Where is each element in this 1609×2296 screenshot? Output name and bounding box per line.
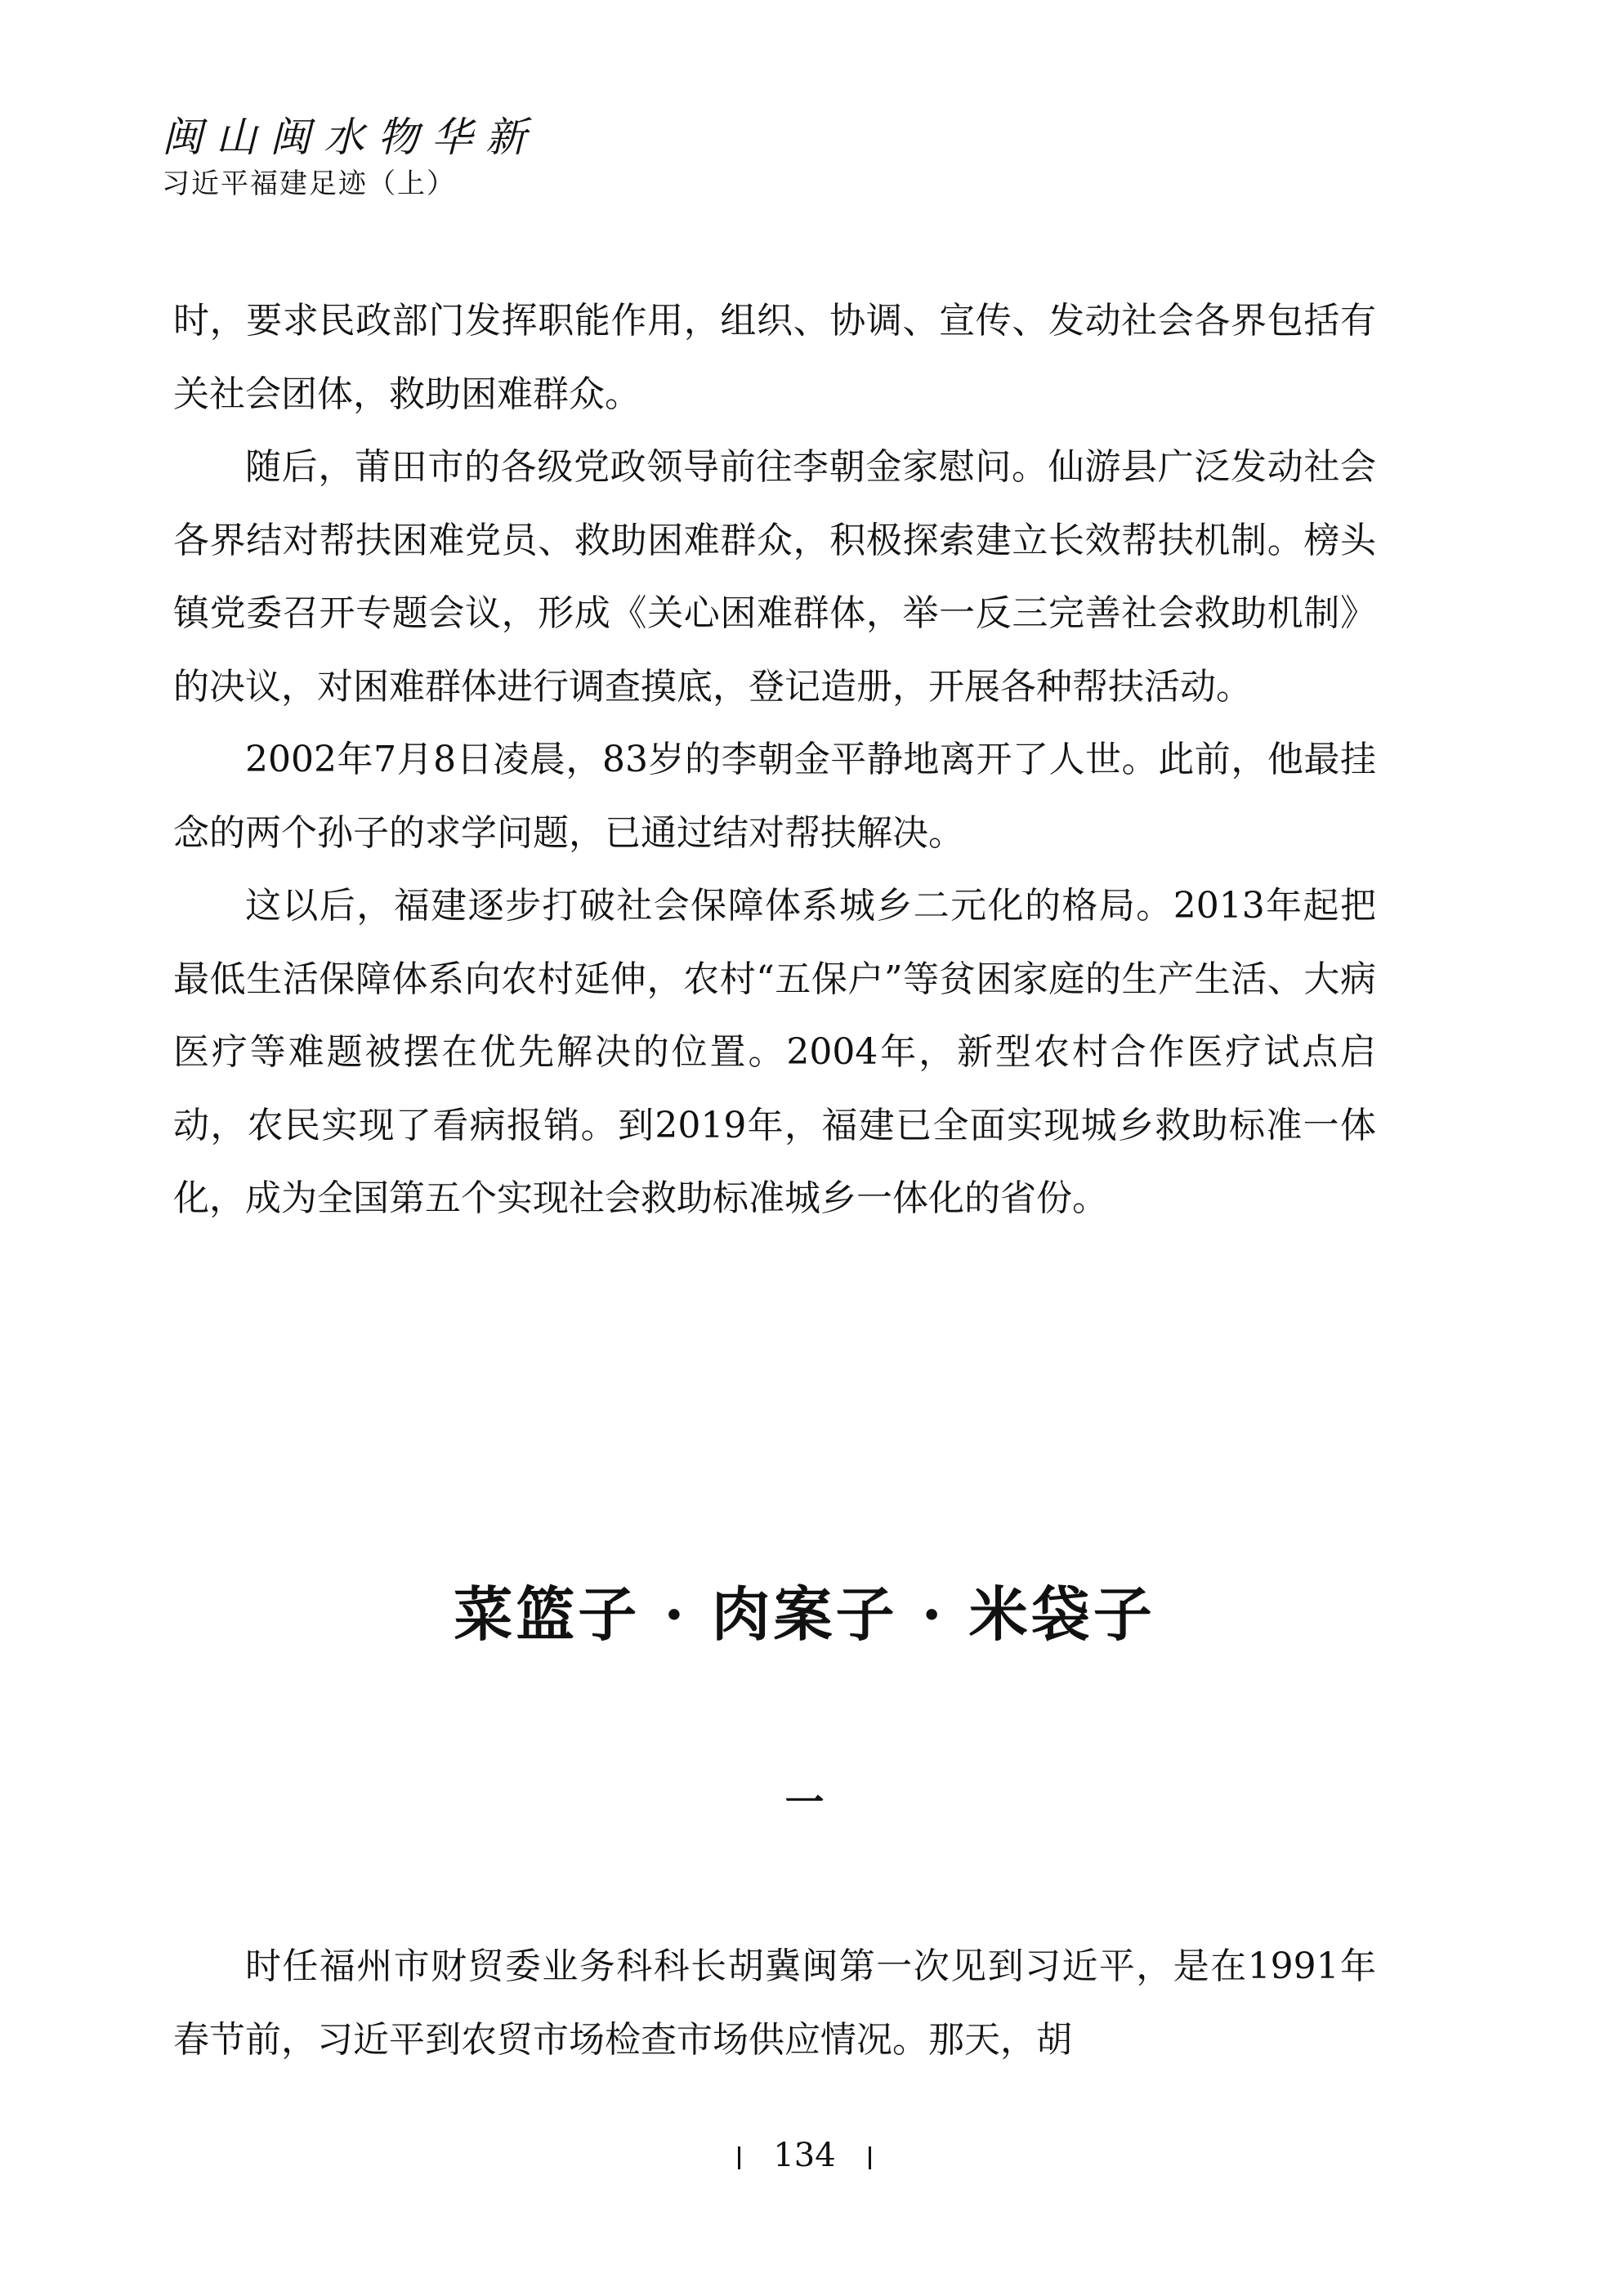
folio-right-bar [869, 2146, 871, 2169]
section-title: 菜篮子 · 肉案子 · 米袋子 [454, 1579, 1155, 1649]
paragraph: 时任福州市财贸委业务科科长胡冀闽第一次见到习近平，是在1991年春节前，习近平到农贸市场检查市场供应情况。那天，胡 [173, 1945, 1376, 2061]
paragraph: 2002年7月8日凌晨，83岁的李朝金平静地离开了人世。此前，他最挂念的两个孙子的求学问题，已通过结对帮扶解决。 [173, 739, 1376, 854]
section-number: 一 [784, 1780, 825, 1825]
paragraph-continuation: 时，要求民政部门发挥职能作用，组织、协调、宣传、发动社会各界包括有关社会团体，救助困难群众。 [173, 300, 1376, 415]
page-number: 134 [773, 2137, 836, 2174]
series-subtitle: 习近平福建足迹（上） [162, 168, 456, 200]
body-text-top [173, 284, 1376, 1235]
body-text-bottom [173, 1930, 1376, 2076]
paragraph: 这以后，福建逐步打破社会保障体系城乡二元化的格局。2013年起把最低生活保障体系向农村延伸，农村“五保户”等贫困家庭的生产生活、大病医疗等难题被摆在优先解决的位置。2004年，新型农村合作医疗试点启动，农民实现了看病报销。到2019年，福建已全面实现城乡救助标准一体化，成为全国第五个实现社会救助标准城乡一体化的省份。 [173, 885, 1376, 1219]
running-header [162, 111, 652, 203]
page-footer [0, 2134, 1609, 2177]
paragraph: 随后，莆田市的各级党政领导前往李朝金家慰问。仙游县广泛发动社会各界结对帮扶困难党员、救助困难群众，积极探索建立长效帮扶机制。榜头镇党委召开专题会议，形成《关心困难群体，举一反三完善社会救助机制》的决议，对困难群体进行调查摸底，登记造册，开展各种帮扶活动。 [173, 446, 1376, 708]
folio-left-bar [738, 2146, 740, 2169]
series-title: 闽山闽水物华新 [162, 114, 539, 161]
